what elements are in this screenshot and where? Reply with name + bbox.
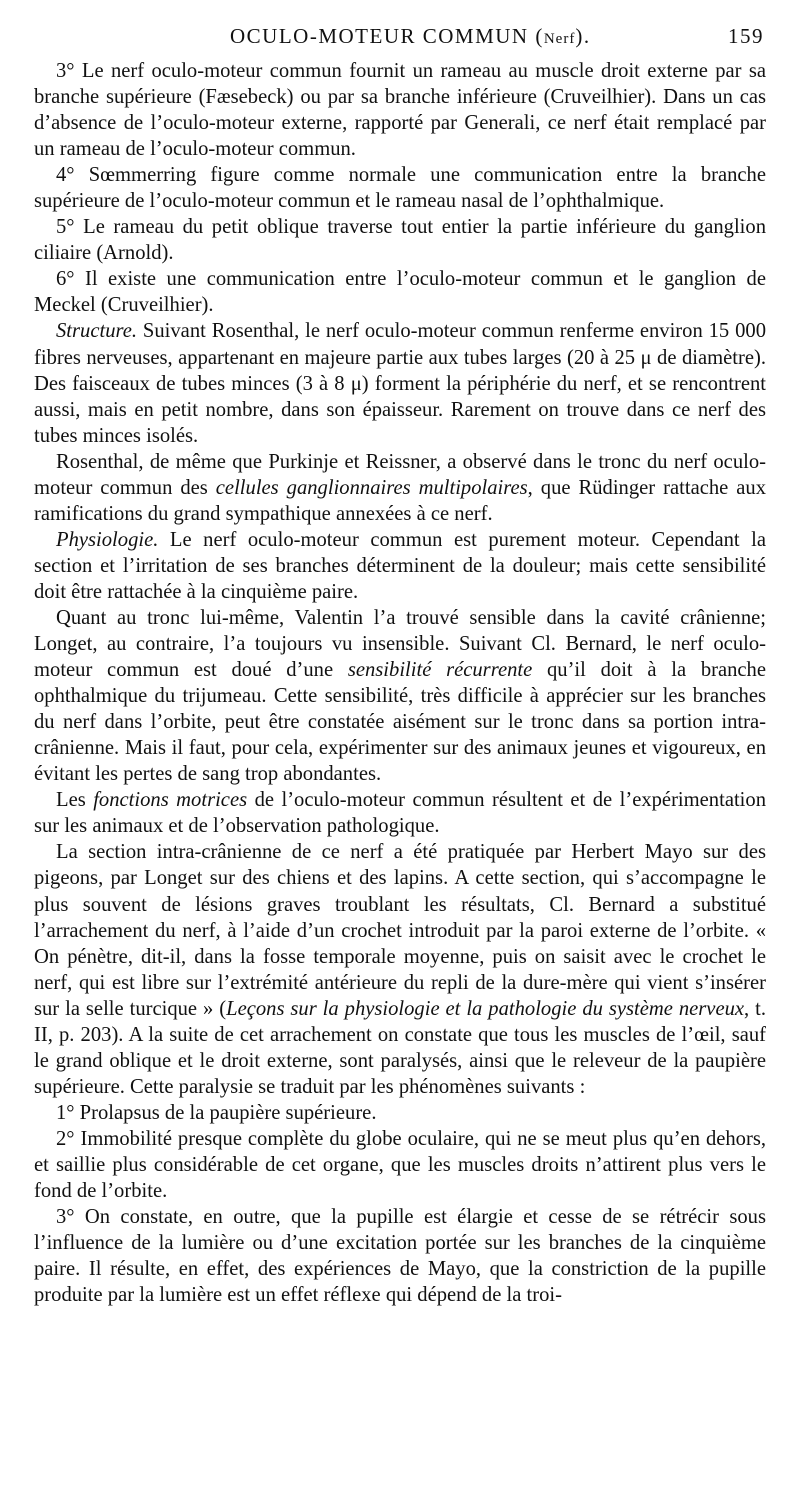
paragraph: [34, 839, 766, 1099]
text-run: , t. II, p. 203). A la suite de cet arrachement on constate que tous les muscles de l’œil, sauf le grand oblique et le droit externe, sont paralysés, ainsi que le releveur de la paupière supérieure. Cette paralysie se traduit par les phénomènes suivants :: [34, 997, 766, 1098]
text-run: de l’oculo-moteur commun résultent et de l’expérimentation sur les animaux et de l’observation pathologique.: [34, 789, 766, 838]
italic-text: Structure.: [56, 320, 138, 343]
running-title-end: ).: [575, 24, 591, 48]
text-run: , que Rüdinger rattache aux ramifications du grand sympathique annexées à ce nerf.: [34, 476, 766, 525]
text-run: Les: [56, 789, 94, 812]
italic-text: Leçons sur la physiologie et la pathologie du système nerveux: [226, 997, 745, 1020]
text-run: 1° Prolapsus de la paupière supérieure.: [56, 1101, 377, 1124]
page-number: 159: [728, 24, 764, 48]
text-run: Suivant Rosenthal, le nerf oculo-moteur commun renferme environ 15 000 fibres nerveuses, appartenant en majeure partie aux tubes larges (20 à 25 μ de diamètre). Des faisceaux de tubes minces (3 à 8 μ) forment la périphérie du nerf, et se rencontrent aussi, mais en petit nombre, dans son épaisseur. Rarement on trouve dans ce nerf des tubes minces isolés.: [34, 320, 766, 447]
text-run: 4° Sœmmerring figure comme normale une communication entre la branche supérieure de l’oculo-moteur commun et le rameau nasal de l’ophthalmique.: [34, 164, 766, 213]
text-run: 5° Le rameau du petit oblique traverse tout entier la partie inférieure du ganglion ciliaire (Arnold).: [34, 216, 766, 265]
running-title: [230, 24, 591, 49]
italic-text: fonctions motrices: [93, 789, 248, 812]
paragraph: [34, 1100, 766, 1126]
paragraph: [34, 787, 766, 839]
paragraph: [34, 1126, 766, 1204]
text-run: Rosenthal, de même que Purkinje et Reissner, a observé dans le tronc du nerf oculo-moteur commun des: [34, 450, 766, 499]
text-run: 3° Le nerf oculo-moteur commun fournit un rameau au muscle droit externe par sa branche supérieure (Fæsebeck) ou par sa branche inférieure (Cruveilhier). Dans un cas d’absence de l’oculo-moteur externe, rapporté par Generali, ce nerf était remplacé par un rameau de l’oculo-moteur commun.: [34, 60, 766, 161]
text-run: qu’il doit à la branche ophthalmique du trijumeau. Cette sensibilité, très difficile à apprécier sur les branches du nerf dans l’orbite, peut être constatée aisément sur le tronc dans sa portion intra-crânienne. Mais il faut, pour cela, expérimenter sur des animaux jeunes et vigoureux, en évitant les pertes de sang trop abondantes.: [34, 659, 766, 786]
italic-text: sensibilité récurrente: [347, 659, 533, 682]
paragraph: [34, 527, 766, 605]
running-title-small-caps: Nerf: [543, 31, 576, 47]
paragraph: [34, 1204, 766, 1308]
italic-text: cellules ganglionnaires multipolaires: [215, 476, 528, 499]
text-run: 2° Immobilité presque complète du globe oculaire, qui ne se meut plus qu’en dehors, et saillie plus considérable de cet organe, que les muscles droits n’attirent plus vers le fond de l’orbite.: [34, 1127, 766, 1203]
paragraph: [34, 162, 766, 214]
text-run: Quant au tronc lui-même, Valentin l’a trouvé sensible dans la cavité crânienne; Longet, au contraire, l’a toujours vu insensible. Suivant Cl. Bernard, le nerf oculo-moteur commun est doué d’une: [34, 606, 766, 682]
paragraph: [34, 318, 766, 448]
running-title-main: OCULO-MOTEUR COMMUN (: [230, 24, 544, 48]
paragraph: [34, 266, 766, 318]
text-run: Le nerf oculo-moteur commun est purement moteur. Cependant la section et l’irritation de ses branches déterminent de la douleur; mais cette sensibilité doit être rattachée à la cinquième paire.: [34, 528, 766, 603]
paragraph: [34, 605, 766, 787]
paragraph: [34, 58, 766, 162]
text-run: 3° On constate, en outre, que la pupille est élargie et cesse de se rétrécir sous l’influence de la lumière ou d’une excitation portée sur les branches de la cinquième paire. Il résulte, en effet, des expériences de Mayo, que la constriction de la pupille produite par la lumière est un effet réflexe qui dépend de la troi-: [34, 1206, 766, 1307]
body-text: [34, 58, 766, 1308]
text-run: La section intra-crânienne de ce nerf a été pratiquée par Herbert Mayo sur des pigeons, par Longet sur des chiens et des lapins. A cette section, qui s’accompagne le plus souvent de lésions graves troublant les résultats, Cl. Bernard a substitué l’arrachement du nerf, à l’aide d’un crochet introduit par la paroi externe de l’orbite. « On pénètre, dit-il, dans la fosse temporale moyenne, puis on saisit avec le crochet le nerf, qui est libre sur l’extrémité antérieure du repli de la dure-mère qui vient s’insérer sur la selle turcique » (: [34, 841, 766, 1020]
book-page: [34, 24, 766, 1308]
paragraph: [34, 214, 766, 266]
paragraph: [34, 449, 766, 527]
running-head: [34, 24, 766, 58]
text-run: 6° Il existe une communication entre l’oculo-moteur commun et le ganglion de Meckel (Cruveilhier).: [34, 268, 766, 317]
italic-text: Physiologie.: [56, 528, 159, 551]
